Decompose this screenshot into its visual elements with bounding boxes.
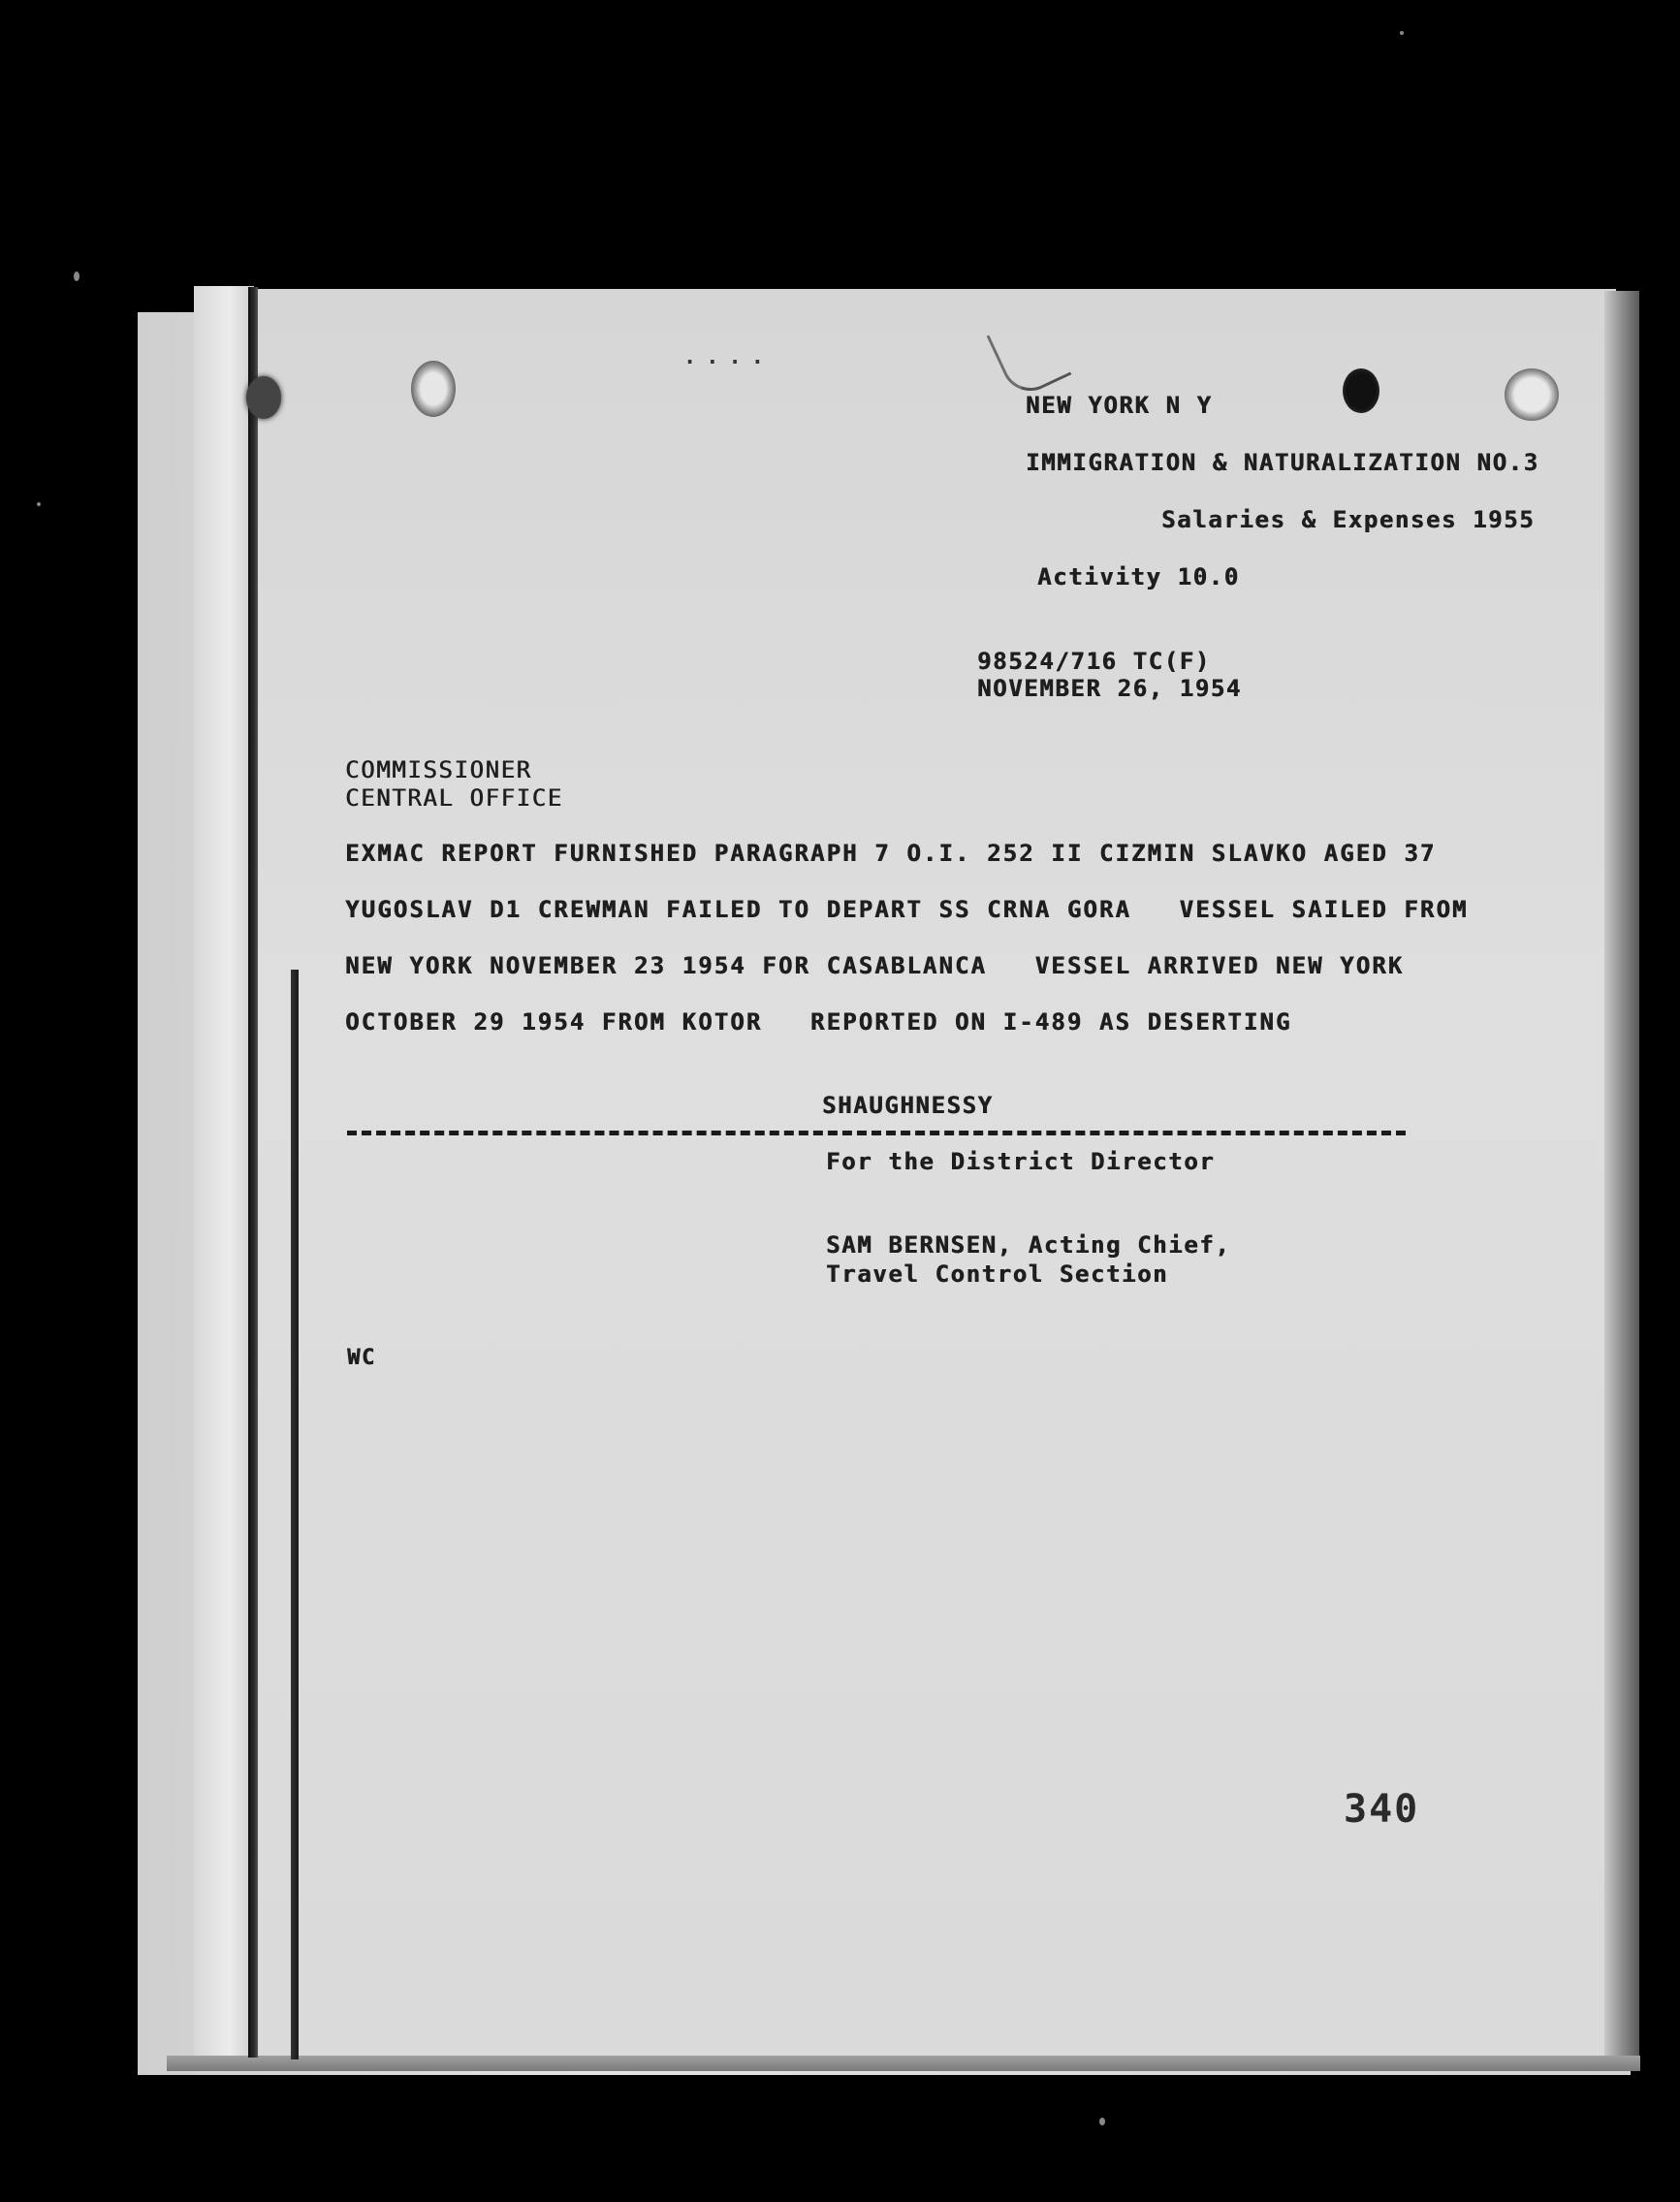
scan-speck: [1099, 2118, 1105, 2125]
body-line: YUGOSLAV D1 CREWMAN FAILED TO DEPART SS CRNA GORA VESSEL SAILED FROM: [345, 896, 1469, 923]
header-activity: Activity 10.0: [1037, 563, 1240, 590]
body-line: NEW YORK NOVEMBER 23 1954 FOR CASABLANCA VESSEL ARRIVED NEW YORK: [345, 952, 1405, 979]
binding-shadow: [291, 970, 299, 2059]
scan-speck: [1400, 31, 1404, 35]
signer-title: Travel Control Section: [826, 1261, 1169, 1288]
header-agency: IMMIGRATION & NATURALIZATION NO.3: [1026, 449, 1539, 476]
signer-name: SAM BERNSEN, Acting Chief,: [826, 1231, 1231, 1259]
addressee-line2: CENTRAL OFFICE: [345, 784, 563, 812]
page-right-shadow: [1604, 291, 1639, 2065]
addressee-line1: COMMISSIONER: [345, 756, 532, 783]
punch-hole: [1505, 368, 1559, 421]
page-bottom-edge: [167, 2056, 1640, 2071]
binding-edge: [248, 287, 258, 2058]
punch-hole: [1343, 368, 1379, 413]
scan-speck: [37, 502, 41, 506]
signature-for-line: For the District Director: [826, 1148, 1216, 1175]
scan-speck: [74, 271, 79, 281]
header-appropriation: Salaries & Expenses 1955: [1161, 506, 1536, 533]
body-line: EXMAC REPORT FURNISHED PARAGRAPH 7 O.I. 252 II CIZMIN SLAVKO AGED 37: [345, 840, 1437, 867]
document-date: NOVEMBER 26, 1954: [977, 675, 1242, 702]
page-number-stamp: 340: [1344, 1787, 1420, 1832]
dashed-rule: [347, 1131, 1406, 1135]
sheet-edge: [194, 286, 254, 2070]
ink-dots: ····: [683, 351, 774, 375]
signature-name: SHAUGHNESSY: [822, 1092, 994, 1119]
typist-initials: WC: [347, 1346, 376, 1370]
body-line: OCTOBER 29 1954 FROM KOTOR REPORTED ON I-489 AS DESERTING: [345, 1008, 1292, 1036]
header-city: NEW YORK N Y: [1026, 392, 1213, 419]
punch-hole: [246, 376, 281, 419]
file-number: 98524/716 TC(F): [977, 648, 1211, 675]
punch-hole: [411, 361, 456, 417]
